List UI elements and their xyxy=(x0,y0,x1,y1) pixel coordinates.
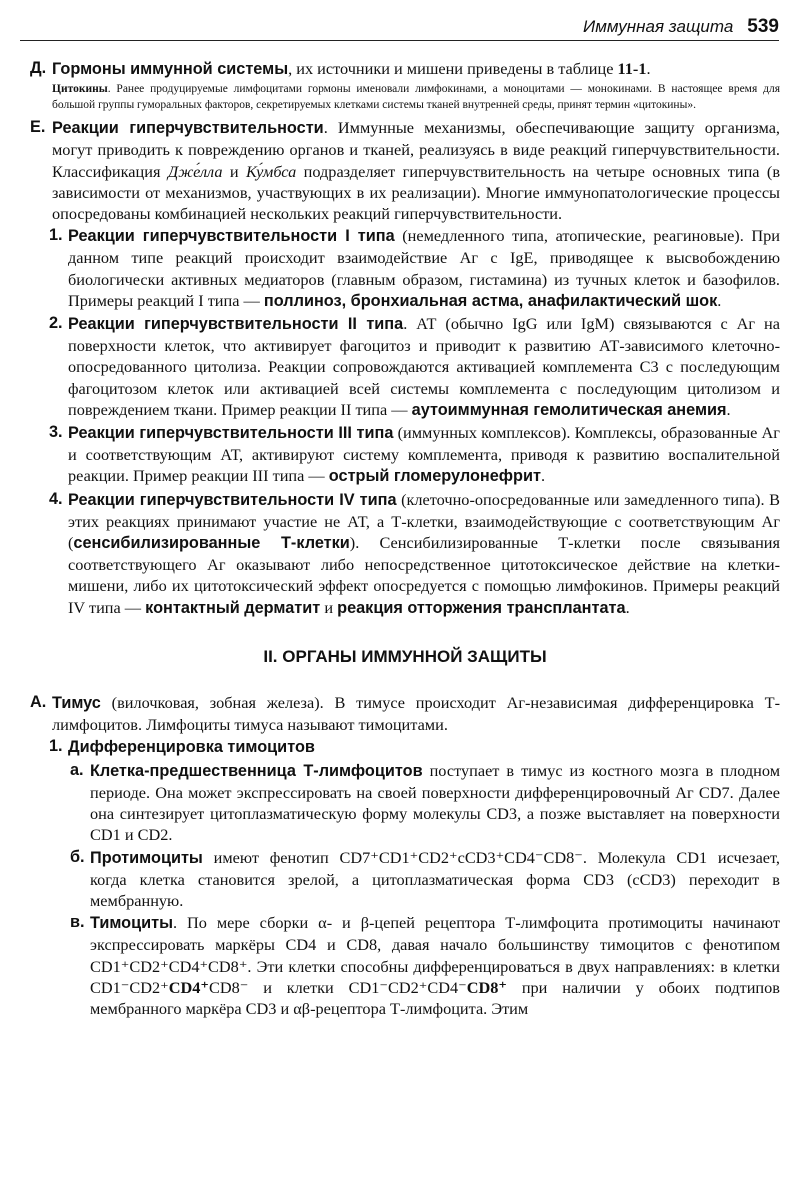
item-b-paragraph xyxy=(90,847,780,912)
item-text: (иммунных комплексов). Комплексы, образованные Аг и соответствующим АТ, активируют систему комплемента, приводя к развитию воспалительной реакции. Пример реакции III типа — xyxy=(68,423,780,486)
section-e-text-1: . Иммунные механизмы, обеспечивающие защиту организма, могут приводить к повреждению органов и тканей, реализуясь в виде реакций гиперчувствительности. Классификация xyxy=(52,118,781,181)
item-a xyxy=(30,760,780,846)
section-e-title: Реакции гиперчувствительности xyxy=(52,119,324,138)
author-jell: Дже́лла xyxy=(167,161,223,181)
cytokine-note-title: Цитокины xyxy=(52,83,108,96)
section-d-title: Гормоны иммунной системы xyxy=(52,60,289,78)
item-paragraph xyxy=(68,313,780,421)
subsection-title-line xyxy=(68,736,780,758)
item-a-text: поступает в тимус из костного мозга в плодном периоде. Она может экспрессировать на своей поверхности дифференцировочный Аг CD7. Далее она синтезирует цитоплазматическую форму молекулы CD3, а позже выставляет на поверхности CD1 и CD2. xyxy=(90,760,780,845)
item-v xyxy=(30,912,780,1019)
hypersensitivity-type-1 xyxy=(30,225,780,312)
item-examples: острый гломерулонефрит xyxy=(328,467,541,486)
item-examples: аутоиммунная гемолитическая анемия xyxy=(411,400,727,419)
section-d-end: . xyxy=(646,59,651,78)
section-d xyxy=(30,58,780,80)
item-text: (немедленного типа, атопические, реагиновые). При данном типе реакций происходит взаимодействие Аг с IgE, приводящее к высвобождению биологически активных медиаторов (главным образом, гистамина) из тучных клеток и базофилов. Примеры реакций I типа — xyxy=(68,226,781,310)
item-number: 1. xyxy=(49,226,63,245)
item-text: . АТ (обычно IgG или IgM) связываются с Аг на поверхности клеток, что активирует фагоцитоз и приводит к развитию АТ-зависимого клеточно-опосредованного цитолиза. Реакции сопровождаются активацией комплемента C3 с последующим фагоцитозом клеток или активацией всей системы комплемента с последующим цитолизом и повреждением ткани. Пример реакции II типа — xyxy=(68,314,780,419)
item-v-cell1-c: CD8⁻ xyxy=(208,977,249,997)
author-coombs: Ку́мбса xyxy=(246,161,297,181)
section-d-paragraph xyxy=(52,58,780,80)
section-d-label: Д. xyxy=(30,59,47,77)
section-e-text-2: подразделяет гиперчувствительность на четыре основных типа (в зависимости от механизмов, участвующих в их реализации). Многие иммунопатологические процессы опосредованы комбинацией нескольких реакций гиперчувствительности. xyxy=(52,161,781,224)
running-title: Иммунная защита xyxy=(583,17,734,36)
section-e-label: Е. xyxy=(30,118,46,137)
item-a-label: а. xyxy=(70,760,84,779)
page-header xyxy=(20,14,779,41)
item-v-label: в. xyxy=(70,913,85,932)
item-end: . xyxy=(625,597,630,617)
item-title: Реакции гиперчувствительности III типа xyxy=(68,424,394,443)
item-a-title: Клетка-предшественница Т-лимфоцитов xyxy=(90,761,423,780)
section-e-paragraph xyxy=(52,117,780,224)
section-a-paragraph xyxy=(52,692,780,735)
cytokine-note xyxy=(30,82,780,113)
item-v-title: Тимоциты xyxy=(90,914,174,933)
item-end: . xyxy=(717,290,722,310)
table-ref: 11-1 xyxy=(617,59,647,78)
item-paragraph xyxy=(68,422,780,488)
item-text-2: ). Сенсибилизированные Т-клетки после связывания соответствующего Аг оказывают либо непосредственное цитотоксическое действие на клетки-мишени, либо их цитотоксический эффект опосредуется с помощью лимфокинов. Примеры реакций IV типа — xyxy=(68,533,780,617)
hypersensitivity-type-4 xyxy=(30,489,780,619)
item-example-1: контактный дерматит xyxy=(145,598,321,617)
item-example-2: реакция отторжения трансплантата xyxy=(337,598,626,617)
item-number: 2. xyxy=(49,314,63,333)
item-b-label: б. xyxy=(70,847,85,866)
item-number: 4. xyxy=(49,489,63,508)
item-title: Реакции гиперчувствительности IV типа xyxy=(68,490,397,509)
item-v-cell1-a: CD1⁻CD2⁺ xyxy=(90,977,169,997)
item-v-cell1-b: CD4⁺ xyxy=(168,977,209,997)
item-title: Реакции гиперчувствительности II типа xyxy=(68,315,404,334)
item-and: и xyxy=(320,597,338,617)
item-a-paragraph xyxy=(90,760,780,846)
item-v-and: и клетки xyxy=(248,977,349,997)
item-term: сенсибилизированные Т-клетки xyxy=(73,534,350,553)
item-number: 3. xyxy=(49,423,63,442)
item-paragraph xyxy=(68,489,780,619)
item-text: (клеточно-опосредованные или замедленного типа). В этих реакциях принимают участие не АТ, а Т-клетки, взаимодействующие с соответствующим Аг ( xyxy=(68,489,780,553)
section-a xyxy=(30,692,780,735)
subsection-number: 1. xyxy=(49,737,63,756)
section-heading: II. ОРГАНЫ ИММУННОЙ ЗАЩИТЫ xyxy=(263,646,547,666)
section-a-text: (вилочковая, зобная железа). В тимусе происходит Аг-независимая дифференцировка Т-лимфоцитов. Лимфоциты тимуса называют тимоцитами. xyxy=(52,693,780,735)
section-a-label: А. xyxy=(30,693,47,712)
subsection-title: Дифференцировка тимоцитов xyxy=(68,738,315,757)
section-e xyxy=(30,117,780,224)
item-paragraph xyxy=(68,225,780,312)
item-v-paragraph xyxy=(90,912,780,1019)
item-v-phenotype: CD1⁺CD2⁺CD4⁺CD8⁺ xyxy=(90,956,248,976)
item-v-text-3: при наличии у обоих подтипов мембранного маркёра CD3 и αβ-рецептора Т-лимфоцита. Этим xyxy=(90,977,780,1018)
item-b-title: Протимоциты xyxy=(90,848,203,867)
section-e-and: и xyxy=(222,161,246,181)
hypersensitivity-type-2 xyxy=(30,313,780,421)
page-number: 539 xyxy=(747,16,779,37)
section-a-title: Тимус xyxy=(52,694,101,713)
item-end: . xyxy=(726,399,731,419)
item-title: Реакции гиперчувствительности I типа xyxy=(68,227,395,246)
item-v-cell2-b: CD8⁺ xyxy=(466,977,507,997)
item-b-phenotype: CD7⁺CD1⁺CD2⁺cCD3⁺CD4⁻CD8⁻ xyxy=(339,847,583,867)
item-end: . xyxy=(540,466,546,486)
item-b xyxy=(30,847,780,912)
cytokine-note-text: . Ранее продуцируемые лимфоцитами гормоны именовали лимфокинами, а моноцитами — монокинами. В настоящее время для большой группы гуморальных факторов, секретируемых клетками системы тканей внутренней среды, принят термин «цитокины». xyxy=(52,83,780,111)
item-b-text-1: имеют фенотип xyxy=(202,847,340,867)
item-examples: поллиноз, бронхиальная астма, анафилактический шок xyxy=(263,291,718,310)
hypersensitivity-type-3 xyxy=(30,422,780,488)
item-v-text-2: . Эти клетки способны дифференцироваться в двух направлениях: в клетки xyxy=(247,956,780,976)
item-v-text-1: . По мере сборки α- и β-цепей рецептора Т-лимфоцита протимоциты начинают экспрессировать маркёры CD4 и CD8, давая начало большинству тимоцитов с фенотипом xyxy=(90,913,780,955)
item-b-text-2: . Молекула CD1 исчезает, когда клетка становится зрелой, а цитоплазматическая форма CD3 (cCD3) переходит в мембранную. xyxy=(90,847,780,910)
thymocyte-differentiation xyxy=(30,736,780,758)
page-body xyxy=(30,58,780,1019)
item-v-cell2-a: CD1⁻CD2⁺CD4⁻ xyxy=(348,977,467,997)
section-d-text: , их источники и мишени приведены в таблице xyxy=(288,59,618,78)
